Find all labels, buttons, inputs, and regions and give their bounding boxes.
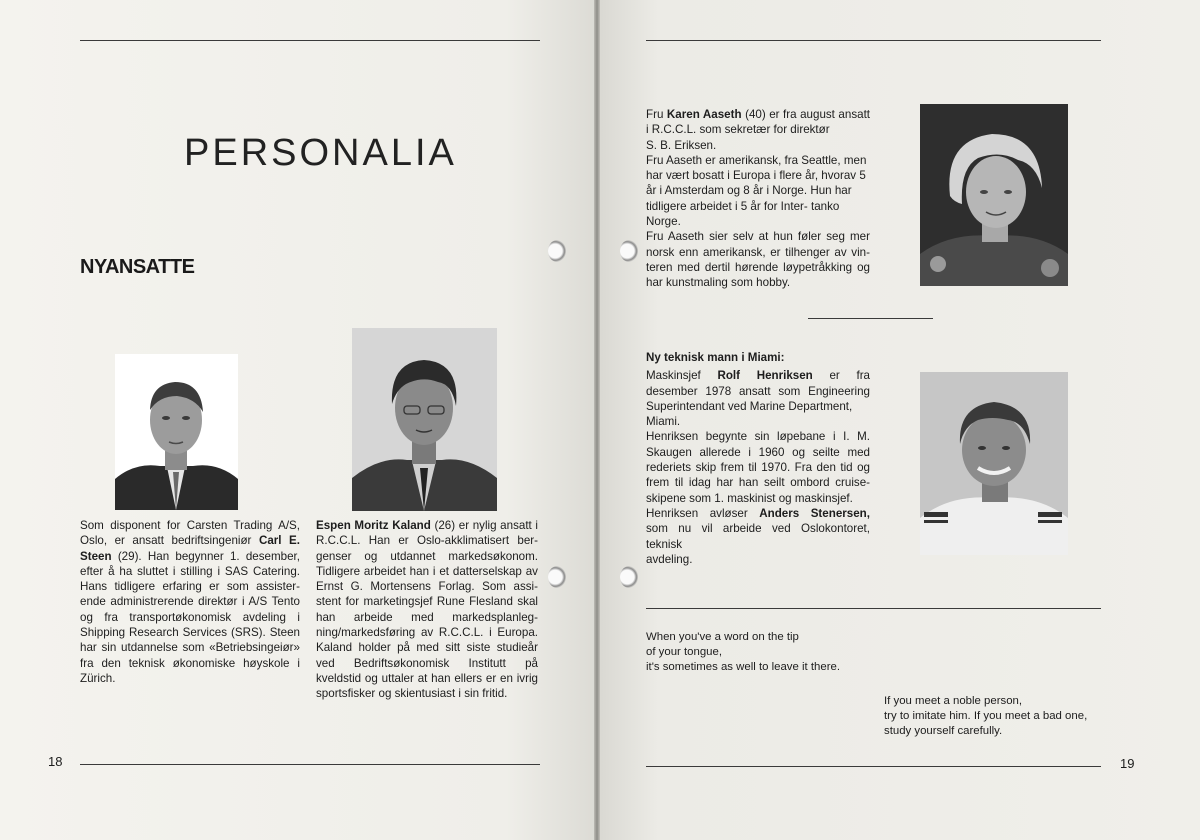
text-line: norsk enn amerikansk, er tilhenger av vin-	[646, 245, 870, 259]
text-line: kveldstid og uttaler at han ellers er en ivrig	[316, 671, 538, 685]
subheading: Ny teknisk mann i Miami:	[646, 351, 785, 364]
person-name: Rolf Henriksen	[717, 369, 813, 383]
text-line: Shipping Research Services (SRS). Steen	[80, 626, 300, 640]
portrait-photo-steen	[115, 354, 238, 510]
quote-noble-person	[884, 694, 1184, 739]
text-line: men har vært bosatt i Europa i flere år,	[646, 153, 867, 183]
separator-rule	[646, 608, 1101, 609]
binder-hole	[620, 566, 638, 588]
text-line: efter å ha sluttet i stilling i SAS Catering.	[80, 564, 300, 578]
binder-hole	[548, 566, 566, 588]
text-line: rederiets skip frem til 1970. Fra den tid og	[646, 461, 870, 475]
book-gutter	[594, 0, 600, 840]
person-name: Carl E.	[258, 534, 300, 548]
text-line: ende administrerende direktør i A/S Tento	[80, 595, 300, 609]
text-line: (26) er nylig ansatt i	[434, 519, 538, 532]
section-heading: NYANSATTE	[80, 256, 195, 278]
quote-line: study yourself carefully.	[884, 725, 1003, 737]
left-page	[0, 0, 596, 840]
text-line: nu vil arbeide ved Oslokontoret, teknisk	[646, 522, 870, 551]
text-line: skal han arbeide med markedsplanleg-	[316, 595, 538, 624]
text-line: Zürich.	[80, 671, 116, 685]
text-line: sportsfisker og skientusiast i sin fritid.	[316, 687, 508, 701]
person-name: Steen	[80, 549, 112, 563]
bottom-rule	[646, 766, 1101, 767]
binder-hole	[620, 240, 638, 262]
text-line: og har kunstmaling som hobby.	[646, 260, 870, 290]
text-line: skipene som 1. maskinist og maskinsjef.	[646, 491, 853, 505]
portrait-photo-aaseth	[920, 104, 1068, 286]
person-text-kaland	[316, 518, 538, 702]
text-line: stent for marketingsjef Rune Flesland	[316, 595, 513, 609]
text-line: teren med dertil hørende løypetråkking	[646, 260, 853, 274]
text-line: frem til idag har han seilt ombord cruise-	[646, 476, 870, 490]
quote-line: try to imitate him. If you meet a bad one,	[884, 710, 1088, 722]
text-line: har sin utdannelse som «Betriebsingeiør»	[80, 641, 300, 655]
quote-line: it's sometimes as well to leave it there.	[646, 661, 840, 673]
text-line: Henriksen begynte sin løpebane i I. M.	[646, 430, 870, 444]
top-rule	[80, 40, 540, 41]
person-text-henriksen	[646, 350, 870, 567]
quote-line: If you meet a noble person,	[884, 695, 1023, 707]
binder-hole	[548, 240, 566, 262]
text-line: og fra transportøkonomisk avdeling i	[80, 610, 300, 624]
text-line: hvorav 5 år i Amsterdam og 8 år i Norge.	[646, 169, 866, 198]
text-line: Maskinsjef	[646, 369, 701, 383]
person-name: Karen Aaseth	[666, 108, 742, 121]
text-line: genser og utdannet markedsøkonom.	[316, 549, 538, 563]
person-text-aaseth	[646, 107, 870, 291]
text-line: fra den teknisk økonomiske høyskole i	[80, 656, 300, 670]
text-line: Oslo, er ansatt bedriftsingeniør	[80, 534, 252, 548]
person-name: Anders Stenersen,	[759, 506, 870, 520]
text-line: Miami.	[646, 415, 681, 429]
text-line: (40) er fra august ansatt	[745, 108, 871, 121]
person-name: Espen Moritz Kaland	[316, 519, 431, 532]
text-line: (29). Han begynner 1. desember,	[117, 549, 300, 563]
separator-rule	[808, 318, 933, 319]
text-line: av Ernst G. Mortensens Forlag. Som assi-	[316, 564, 538, 594]
top-rule	[646, 40, 1101, 41]
text-line: ning/markedsføring av R.C.C.L. i Europa.	[316, 626, 538, 640]
text-line: Hans tidligere erfaring er som assister-	[80, 580, 300, 594]
text-line: Skaugen allerede i 1960 og seilte med	[646, 445, 870, 459]
quote-line: When you've a word on the tip	[646, 631, 799, 643]
text-line: avdeling.	[646, 552, 693, 566]
text-line: R.C.C.L. Han er Oslo-akklimatisert ber-	[316, 534, 538, 548]
text-line: tanko Norge.	[646, 199, 840, 229]
quote-tongue	[646, 630, 946, 675]
text-line: er fra	[829, 369, 870, 383]
text-line: Hun har tidligere arbeidet i 5 år for Inter-	[646, 184, 852, 213]
text-line: i R.C.C.L. som sekretær for direktør	[646, 123, 830, 137]
text-line: som	[646, 522, 668, 536]
page-number: 18	[48, 754, 63, 769]
text-line: S. B. Eriksen.	[646, 138, 717, 152]
text-line: Henriksen avløser	[646, 506, 748, 520]
page-number: 19	[1120, 756, 1135, 771]
text-line: Fru Aaseth sier selv at hun føler seg mer	[646, 230, 870, 244]
text-line: desember 1978 ansatt som Engineering	[646, 384, 870, 398]
text-line: Fru Aaseth er amerikansk, fra Seattle,	[646, 153, 841, 167]
person-text-steen	[80, 518, 300, 686]
text-line: Som disponent for Carsten Trading A/S,	[80, 519, 300, 532]
portrait-photo-henriksen	[920, 372, 1068, 555]
text-line: ved Bedriftsøkonomisk Institutt på	[316, 656, 538, 670]
text-line: Tidligere arbeidet han i et datterselskap	[316, 564, 522, 578]
text-line: Kaland holder på med sitt siste studieår	[316, 641, 538, 655]
quote-line: of your tongue,	[646, 646, 722, 658]
portrait-photo-kaland	[352, 328, 497, 511]
page-title: PERSONALIA	[184, 132, 457, 174]
right-page	[598, 0, 1200, 840]
text-line: Fru	[646, 108, 664, 121]
text-line: Superintendant ved Marine Department,	[646, 399, 853, 413]
bottom-rule	[80, 764, 540, 765]
